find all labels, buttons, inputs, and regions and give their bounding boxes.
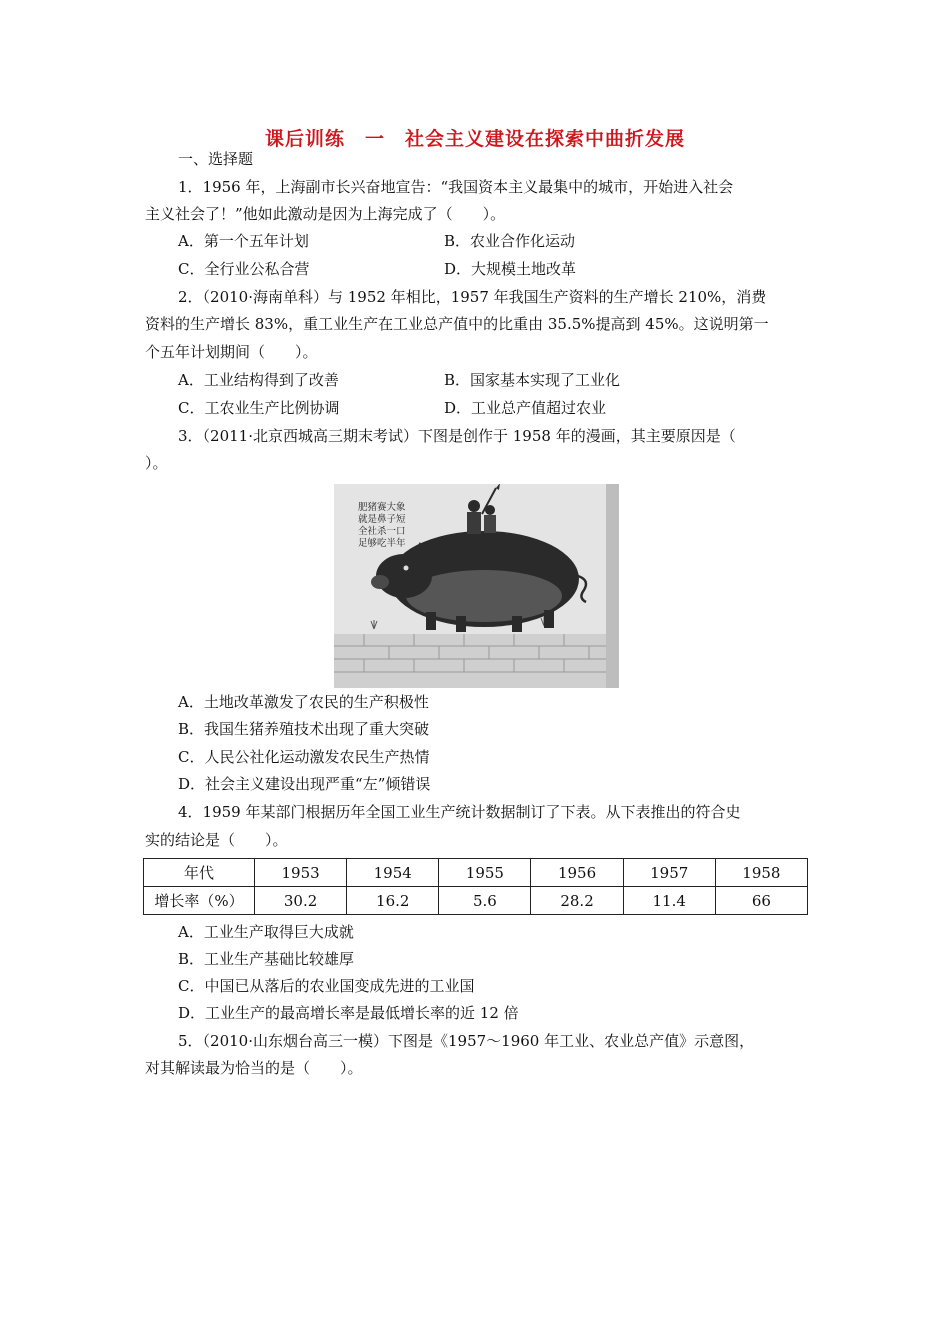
q3-option-d: D．社会主义建设出现严重“左”倾错误 xyxy=(178,775,431,793)
table-header-cell: 年代 xyxy=(144,859,255,887)
q4-option-c: C．中国已从落后的农业国变成先进的工业国 xyxy=(178,977,475,995)
q1-stem-line-1: 1．1956 年，上海副市长兴奋地宣告：“我国资本主义最集中的城市，开始进入社会 xyxy=(178,178,734,196)
table-row xyxy=(144,887,808,915)
section-heading: 一、选择题 xyxy=(178,150,254,168)
table-cell: 5.6 xyxy=(439,887,531,915)
table-cell: 28.2 xyxy=(531,887,623,915)
table-cell: 11.4 xyxy=(623,887,715,915)
table-cell: 1956 xyxy=(531,859,623,887)
q2-option-c: C．工农业生产比例协调 xyxy=(178,399,340,417)
q4-stem-line-1: 4．1959 年某部门根据历年全国工业生产统计数据制订了下表。从下表推出的符合史 xyxy=(178,803,741,821)
q4-option-a: A．工业生产取得巨大成就 xyxy=(178,923,354,941)
table-row xyxy=(144,859,808,887)
growth-rate-table xyxy=(143,858,808,915)
q3-option-b: B．我国生猪养殖技术出现了重大突破 xyxy=(178,720,430,738)
q4-option-d: D．工业生产的最高增长率是最低增长率的近 12 倍 xyxy=(178,1004,519,1022)
page-title: 课后训练 一 社会主义建设在探索中曲折发展 xyxy=(264,128,685,150)
pig-cartoon-image xyxy=(334,484,619,688)
table-cell: 1957 xyxy=(623,859,715,887)
q3-stem-line-2: ）。 xyxy=(145,454,168,472)
q1-stem-line-2: 主义社会了！”他如此激动是因为上海完成了（ ）。 xyxy=(145,205,506,223)
q4-option-b: B．工业生产基础比较雄厚 xyxy=(178,950,355,968)
table-cell: 16.2 xyxy=(347,887,439,915)
q2-stem-line-3: 个五年计划期间（ ）。 xyxy=(145,343,318,361)
q3-stem-line-1: 3．（2011·北京西城高三期末考试）下图是创作于 1958 年的漫画，其主要原因是（ xyxy=(178,427,736,445)
q1-option-c: C．全行业公私合营 xyxy=(178,260,310,278)
q5-stem-line-1: 5．（2010·山东烟台高三一模）下图是《1957～1960 年工业、农业总产值》示意图， xyxy=(178,1032,755,1050)
q2-option-d: D．工业总产值超过农业 xyxy=(444,399,607,417)
table-cell: 1953 xyxy=(255,859,347,887)
table-cell: 1955 xyxy=(439,859,531,887)
q1-option-b: B．农业合作化运动 xyxy=(444,232,576,250)
table-header-cell: 增长率（%） xyxy=(144,887,255,915)
q2-option-b: B．国家基本实现了工业化 xyxy=(444,371,621,389)
q1-option-d: D．大规模土地改革 xyxy=(444,260,577,278)
q2-stem-line-1: 2．（2010·海南单科）与 1952 年相比，1957 年我国生产资料的生产增长 210%，消费 xyxy=(178,288,767,306)
table-cell: 66 xyxy=(715,887,807,915)
table-cell: 30.2 xyxy=(255,887,347,915)
q4-stem-line-2: 实的结论是（ ）。 xyxy=(145,831,288,849)
q2-stem-line-2: 资料的生产增长 83%，重工业生产在工业总产值中的比重由 35.5%提高到 45%。这说明第一 xyxy=(145,315,769,333)
q2-option-a: A．工业结构得到了改善 xyxy=(178,371,339,389)
table-cell: 1954 xyxy=(347,859,439,887)
q5-stem-line-2: 对其解读最为恰当的是（ ）。 xyxy=(145,1059,363,1077)
table-cell: 1958 xyxy=(715,859,807,887)
q3-option-a: A．土地改革激发了农民的生产积极性 xyxy=(178,693,429,711)
cartoon-caption: 肥猪赛大象 就是鼻子短 全社杀一口 足够吃半年 xyxy=(358,502,406,549)
q1-option-a: A．第一个五年计划 xyxy=(178,232,309,250)
q3-option-c: C．人民公社化运动激发农民生产热情 xyxy=(178,748,430,766)
